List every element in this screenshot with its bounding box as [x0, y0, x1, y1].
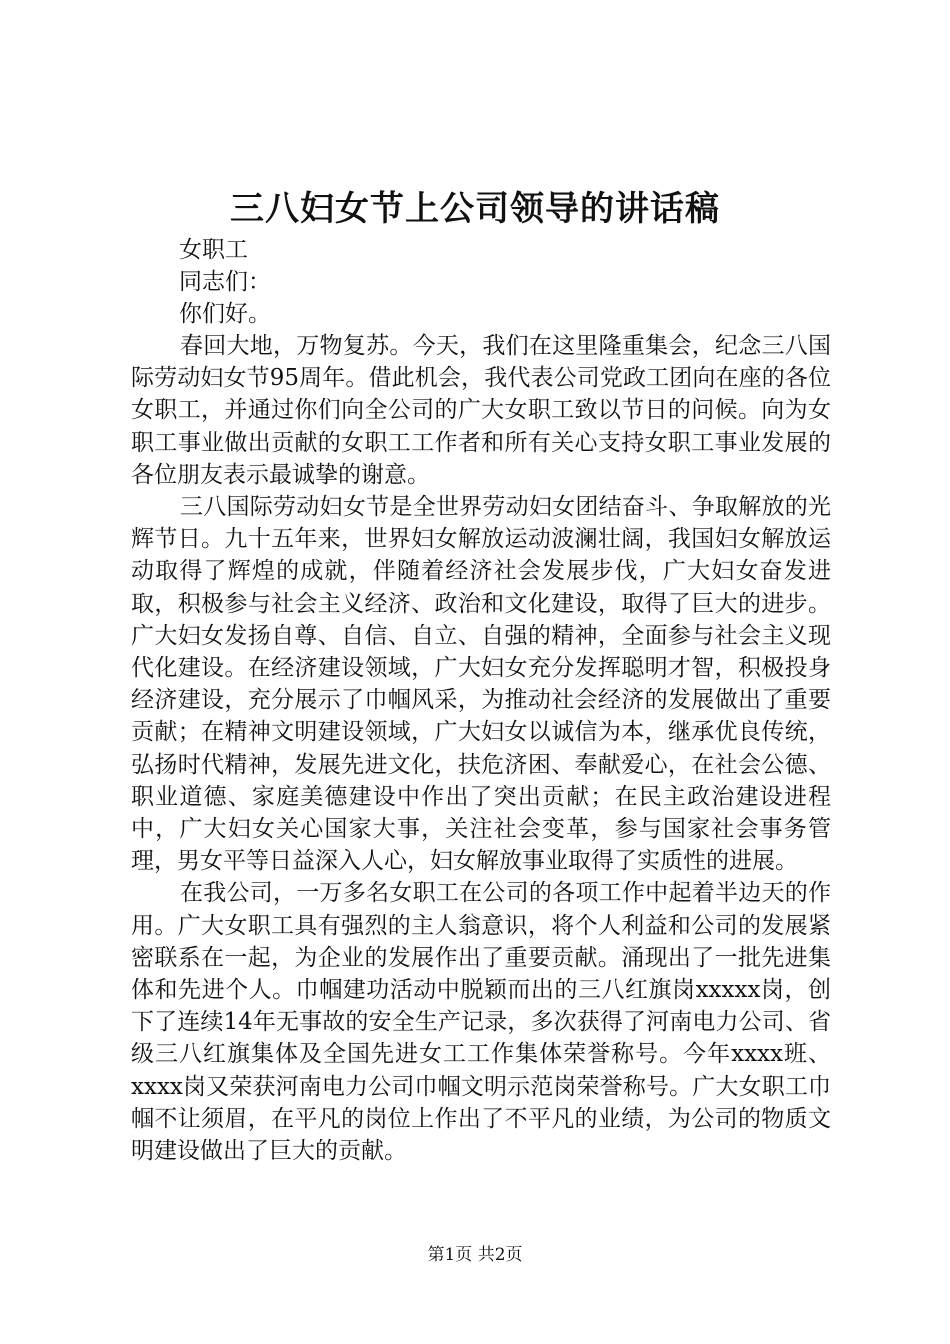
- page-footer: 第1页 共2页: [427, 1245, 523, 1265]
- greeting-line: 你们好。: [179, 301, 271, 327]
- paragraph: 在我公司，一万多名女职工在公司的各项工作中起着半边天的作用。广大女职工具有强烈的主人翁意识，将个人利益和公司的发展紧密联系在一起，为企业的发展作出了重要贡献。涌现出了一批先进集体和先进个人。巾帼建功活动中脱颖而出的三八红旗岗xxxxx岗，创下了连续14年无事故的安全生产记录，多次获得了河南电力公司、省级三八红旗集体及全国先进女工工作集体荣誉称号。今年xxxx班、xxxx岗又荣获河南电力公司巾帼文明示范岗荣誉称号。广大女职工巾帼不让须眉，在平凡的岗位上作出了不平凡的业绩，为公司的物质文明建设做出了巨大的贡献。: [131, 880, 831, 1165]
- paragraph: 春回大地，万物复苏。今天，我们在这里隆重集会，纪念三八国际劳动妇女节95周年。借此机会，我代表公司党政工团向在座的各位女职工，并通过你们向全公司的广大女职工致以节日的问候。向为女职工事业做出贡献的女职工工作者和所有关心支持女职工事业发展的各位朋友表示最诚挚的谢意。: [131, 333, 831, 488]
- document-title: 三八妇女节上公司领导的讲话稿: [230, 189, 720, 229]
- paragraph: 三八国际劳动妇女节是全世界劳动妇女团结奋斗、争取解放的光辉节日。九十五年来，世界妇女解放运动波澜壮阔，我国妇女解放运动取得了辉煌的成就，伴随着经济社会发展步伐，广大妇女奋发进取，积极参与社会主义经济、政治和文化建设，取得了巨大的进步。广大妇女发扬自尊、自信、自立、自强的精神，全面参与社会主义现代化建设。在经济建设领域，广大妇女充分发挥聪明才智，积极投身经济建设，充分展示了巾帼风采，为推动社会经济的发展做出了重要贡献；在精神文明建设领域，广大妇女以诚信为本，继承优良传统，弘扬时代精神，发展先进文化，扶危济困、奉献爱心，在社会公德、职业道德、家庭美德建设中作出了突出贡献；在民主政治建设进程中，广大妇女关心国家大事，关注社会变革，参与国家社会事务管理，男女平等日益深入人心，妇女解放事业取得了实质性的进展。: [131, 494, 831, 875]
- salutation-line: 女职工: [179, 237, 248, 263]
- salutation-line: 同志们：: [179, 269, 271, 295]
- document-body: [131, 234, 831, 1167]
